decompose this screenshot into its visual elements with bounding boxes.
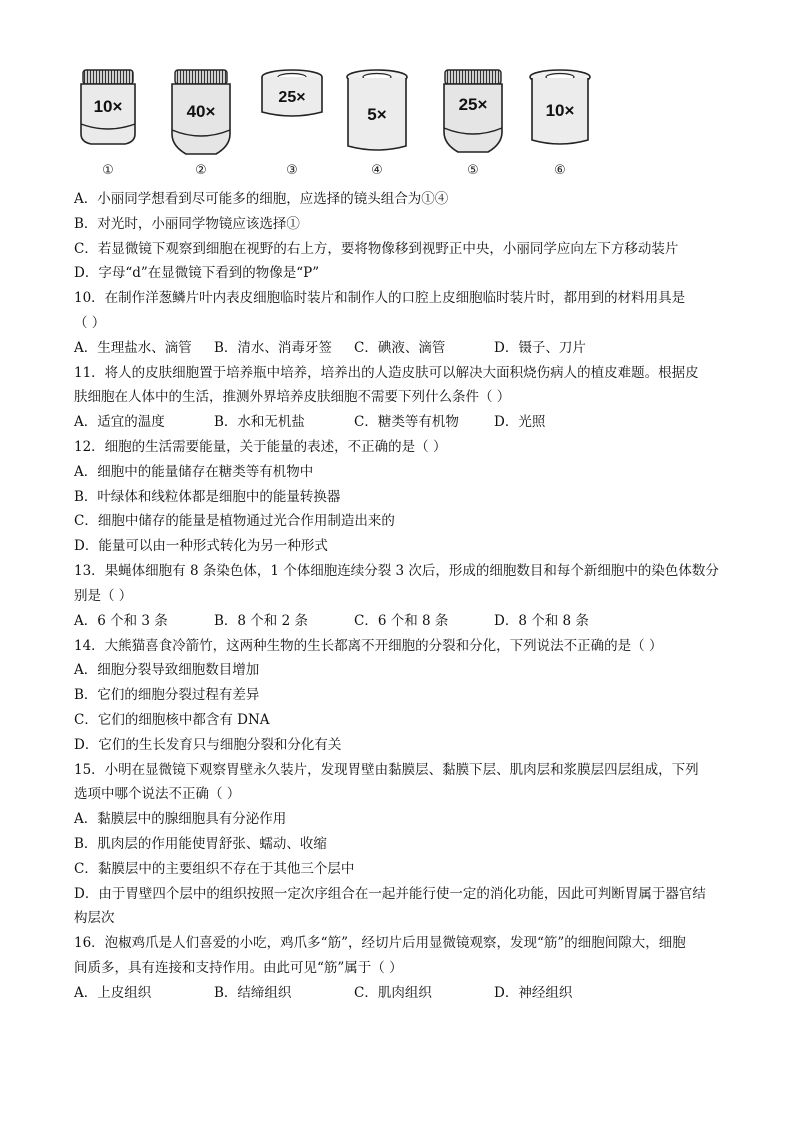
- q11-stem-cont: 肤细胞在人体中的生活，推测外界培养皮肤细胞不需要下列什么条件（ ）: [74, 389, 511, 405]
- q9-option-c: C．若显微镜下观察到细胞在视野的右上方，要将物像移到视野正中央，小丽同学应向左下方移动装片: [74, 241, 679, 257]
- q16-stem: 16．泡椒鸡爪是人们喜爱的小吃，鸡爪多“筋”，经切片后用显微镜观察，发现“筋”的细胞间隙大，细胞: [74, 935, 686, 951]
- q15-stem: 15．小明在显微镜下观察胃壁永久装片，发现胃壁由黏膜层、黏膜下层、肌肉层和浆膜层四层组成，下列: [74, 762, 699, 778]
- q13-option-c: C．6 个和 8 条: [354, 613, 449, 629]
- lens-6-number: ⑥: [554, 163, 566, 178]
- q13-option-d: D．8 个和 8 条: [494, 613, 589, 629]
- q14-option-d: D．它们的生长发育只与细胞分裂和分化有关: [74, 737, 342, 753]
- q10-option-d: D．镊子、刀片: [494, 340, 586, 356]
- q9-option-d: D．字母“d”在显微镜下看到的物像是“P”: [74, 265, 320, 281]
- lens-5-number: ⑤: [467, 163, 479, 178]
- q16-option-c: C．肌肉组织: [354, 985, 432, 1001]
- lens-3-number: ③: [286, 163, 298, 178]
- lens-3-label: 25×: [278, 89, 306, 106]
- q10-option-c: C．碘液、滴管: [354, 340, 446, 356]
- q14-option-b: B．它们的细胞分裂过程有差异: [74, 687, 260, 703]
- q9-option-b: B．对光时，小丽同学物镜应该选择①: [74, 216, 300, 232]
- q10-option-a: A．生理盐水、滴管: [74, 340, 192, 356]
- q11-option-c: C．糖类等有机物: [354, 414, 459, 430]
- q15-option-b: B．肌肉层的作用能使胃舒张、蠕动、收缩: [74, 836, 327, 852]
- q15-option-a: A．黏膜层中的腺细胞具有分泌作用: [74, 811, 287, 827]
- q15-option-d: D．由于胃壁四个层中的组织按照一定次序组合在一起并能行使一定的消化功能，因此可判断胃属于器官结: [74, 886, 706, 902]
- lens-1-label: 10×: [93, 97, 123, 116]
- lens-1-number: ①: [102, 163, 114, 178]
- q12-stem: 12．细胞的生活需要能量，关于能量的表述，不正确的是（ ）: [74, 439, 447, 455]
- q9-option-a: A．小丽同学想看到尽可能多的细胞，应选择的镜头组合为①④: [74, 191, 449, 207]
- q11-option-d: D．光照: [494, 414, 546, 430]
- q15-option-d-cont: 构层次: [74, 910, 115, 926]
- q16-option-a: A．上皮组织: [74, 985, 152, 1001]
- q15-stem-cont: 选项中哪个说法不正确（ ）: [74, 786, 241, 802]
- lens-2-number: ②: [195, 163, 207, 178]
- q14-option-c: C．它们的细胞核中都含有 DNA: [74, 712, 270, 728]
- q16-option-d: D．神经组织: [494, 985, 573, 1001]
- q12-option-b: B．叶绿体和线粒体都是细胞中的能量转换器: [74, 489, 341, 505]
- q15-option-c: C．黏膜层中的主要组织不存在于其他三个层中: [74, 861, 355, 877]
- q14-option-a: A．细胞分裂导致细胞数目增加: [74, 662, 260, 678]
- q10-stem-cont: （ ）: [74, 315, 106, 331]
- q11-option-a: A．适宜的温度: [74, 414, 165, 430]
- q12-option-c: C．细胞中储存的能量是植物通过光合作用制造出来的: [74, 513, 395, 529]
- q12-option-a: A．细胞中的能量储存在糖类等有机物中: [74, 464, 314, 480]
- q13-option-a: A．6 个和 3 条: [74, 613, 168, 629]
- lens-6-label: 10×: [545, 101, 575, 120]
- lens-5-label: 25×: [458, 95, 488, 114]
- lens-4-number: ④: [371, 163, 383, 178]
- q16-stem-cont: 间质多，具有连接和支持作用。由此可见“筋”属于（ ）: [74, 960, 403, 976]
- q10-stem: 10．在制作洋葱鳞片叶内表皮细胞临时装片和制作人的口腔上皮细胞临时装片时，都用到的材料用具是: [74, 290, 686, 306]
- q11-option-b: B．水和无机盐: [214, 414, 305, 430]
- lens-2-label: 40×: [186, 102, 216, 121]
- q11-stem: 11．将人的皮肤细胞置于培养瓶中培养，培养出的人造皮肤可以解决大面积烧伤病人的植皮难题。根据皮: [74, 365, 699, 381]
- q13-option-b: B．8 个和 2 条: [214, 613, 308, 629]
- q16-option-b: B．结缔组织: [214, 985, 292, 1001]
- q12-option-d: D．能量可以由一种形式转化为另一种形式: [74, 538, 328, 554]
- q10-option-b: B．清水、消毒牙签: [214, 340, 332, 356]
- q14-stem: 14．大熊猫喜食冷箭竹，这两种生物的生长都离不开细胞的分裂和分化，下列说法不正确的是（ ）: [74, 638, 663, 654]
- q13-stem-cont: 别是（ ）: [74, 588, 133, 604]
- lens-4-label: 5×: [367, 105, 387, 124]
- q13-stem: 13．果蝇体细胞有 8 条染色体，1 个体细胞连续分裂 3 次后，形成的细胞数目和每个新细胞中的染色体数分: [74, 563, 719, 579]
- lens-figure: [72, 62, 612, 180]
